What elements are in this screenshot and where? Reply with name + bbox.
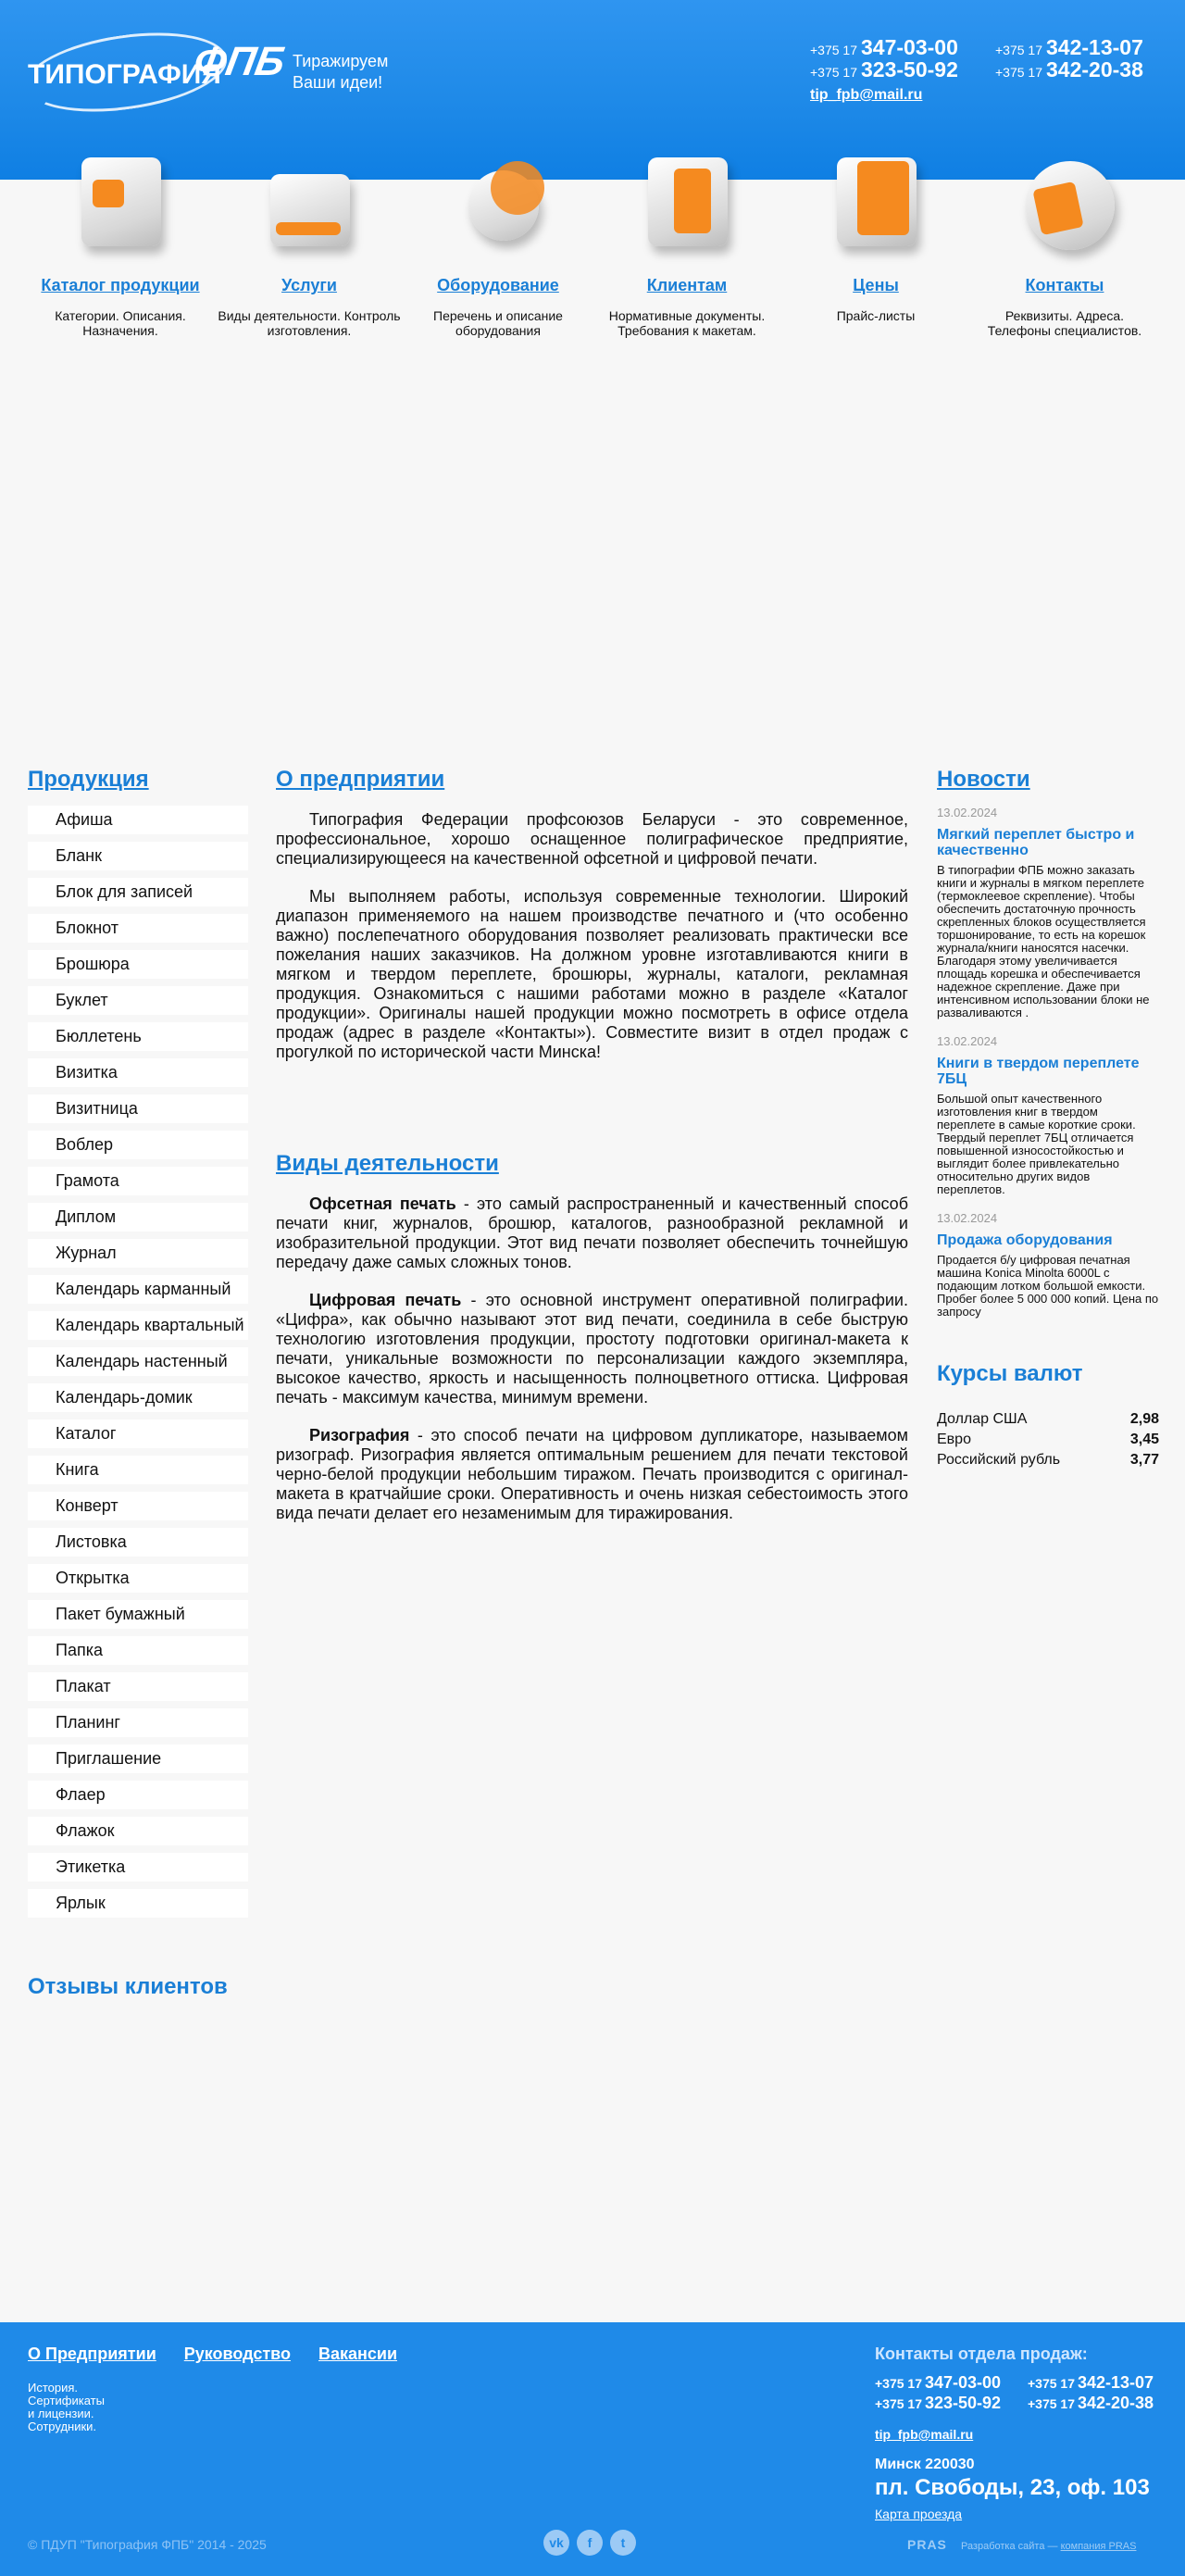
developer-credit bbox=[907, 2537, 1136, 2552]
currency-list bbox=[937, 1411, 1159, 1469]
product-item[interactable]: Блок для записей bbox=[28, 878, 248, 907]
product-item[interactable]: Календарь квартальный bbox=[28, 1311, 248, 1340]
logo-mark: ФПБ bbox=[190, 39, 289, 84]
about-paragraph: Типография Федерации профсоюзов Беларуси - это современное, профессиональное, хорошо оснащенное полиграфическое предприятие, специализирующееся на качественной офсетной и цифровой печати. bbox=[276, 810, 908, 868]
about-paragraph: Мы выполняем работы, используя современные технологии. Широкий диапазон применяемого на нашем производстве печатного и (что особенно важно) послепечатного оборудования позволяет реализовать практически все пожелания наших заказчиков. На должном уровне изготавливаются книги в мягком и твердом переплете, брошюры, журналы, каталоги, рекламная продукция. Ознакомиться с нашими работами можно в разделе «Каталог продукции». Оригиналы нашей продукции можно посмотреть в офисе отдела продаж (адрес в разделе «Контакты»). Совместите визит в отдел продаж с прогулкой по исторической части Минска! bbox=[276, 887, 908, 1061]
news-link[interactable]: Продажа оборудования bbox=[937, 1232, 1113, 1248]
currency-value: 2,98 bbox=[1129, 1411, 1159, 1427]
riso-text: - это способ печати на цифровом дупликаторе, называемом ризограф. Ризография является оптимальным решением для печати текстовой черно-белой продукции небольшим тиражом. Печать производится с оригинал-макета в кратчайшие сроки. Оперативность и очень низкая себестоимость этого вида печати делает его незаменимым для тиражирования. bbox=[276, 1426, 908, 1522]
product-item[interactable]: Афиша bbox=[28, 806, 248, 834]
telephone-icon bbox=[1009, 148, 1120, 259]
currency-name: Доллар США bbox=[937, 1411, 1028, 1427]
product-item[interactable]: Воблер bbox=[28, 1131, 248, 1159]
product-item[interactable]: Конверт bbox=[28, 1492, 248, 1520]
phone-number: 342-13-07 bbox=[1046, 35, 1143, 59]
product-item[interactable]: Буклет bbox=[28, 986, 248, 1015]
nav-item-clients[interactable] bbox=[594, 148, 780, 338]
digital-paragraph bbox=[276, 1291, 908, 1407]
footer-address: пл. Свободы, 23, оф. 103 bbox=[875, 2475, 1150, 2500]
currency-value: 3,77 bbox=[1129, 1452, 1159, 1468]
phone[interactable] bbox=[995, 35, 1143, 60]
phone-number: 342-20-38 bbox=[1078, 2394, 1154, 2412]
product-item[interactable]: Флажок bbox=[28, 1817, 248, 1845]
nav-item-prices[interactable] bbox=[783, 148, 968, 323]
news-text: В типографии ФПБ можно заказать книги и журналы в мягком переплете (термоклеевое скрепление). Чтобы обеспечить достаточную прочность скрепленных блоков осуществляется торшонирование, то есть на корешок журнала/книги наносятся насечки. Благодаря этому увеличивается площадь корешка и обеспечивается надежное скрепление. Даже при интенсивном использовании блоки не разваливаются . bbox=[937, 863, 1150, 1019]
product-item[interactable]: Папка bbox=[28, 1636, 248, 1665]
slogan bbox=[293, 51, 388, 94]
phone-code: +375 17 bbox=[810, 43, 857, 57]
footer-sublink[interactable]: Сертификаты bbox=[28, 2394, 105, 2407]
product-item[interactable]: Календарь настенный bbox=[28, 1347, 248, 1376]
facebook-icon[interactable]: f bbox=[577, 2530, 603, 2556]
footer-sublink[interactable]: Сотрудники. bbox=[28, 2420, 97, 2433]
phone-code: +375 17 bbox=[995, 65, 1042, 80]
footer-link-about[interactable]: О Предприятии bbox=[28, 2345, 156, 2363]
product-item[interactable]: Диплом bbox=[28, 1203, 248, 1232]
phone-number: 342-13-07 bbox=[1078, 2373, 1154, 2392]
product-item[interactable]: Планинг bbox=[28, 1708, 248, 1737]
phone-code: +375 17 bbox=[1028, 2396, 1075, 2411]
news-link[interactable]: Книги в твердом переплете 7БЦ bbox=[937, 1056, 1140, 1087]
product-item[interactable]: Бланк bbox=[28, 842, 248, 870]
currency-name: Российский рубль bbox=[937, 1452, 1061, 1468]
product-item[interactable]: Блокнот bbox=[28, 914, 248, 943]
phone-number: 347-03-00 bbox=[925, 2373, 1002, 2392]
product-item[interactable]: Бюллетень bbox=[28, 1022, 248, 1051]
phone[interactable] bbox=[810, 35, 958, 60]
products-list bbox=[28, 806, 248, 1918]
offset-text: - это самый распространенный и качественный способ печати книг, журналов, брошюр, каталогов, разнообразной рекламной и изобразительной продукции. Этот вид печати позволяет обеспечить точнейшую передачу даже самых сложных тонов. bbox=[276, 1194, 909, 1271]
news-text: Продается б/у цифровая печатная машина Konica Minolta 6000L с подающим лотком большой емкости. Пробег более 5 000 000 копий. Цена по запросу bbox=[937, 1253, 1159, 1319]
phone-code: +375 17 bbox=[875, 2376, 922, 2391]
product-item[interactable]: Каталог bbox=[28, 1419, 248, 1448]
map-link[interactable]: Карта проезда bbox=[875, 2507, 963, 2521]
product-item[interactable]: Грамота bbox=[28, 1167, 248, 1195]
vk-icon[interactable]: vk bbox=[543, 2530, 569, 2556]
product-item[interactable]: Открытка bbox=[28, 1564, 248, 1593]
nav-desc: Перечень и описание оборудования bbox=[433, 308, 563, 338]
products-title[interactable]: Продукция bbox=[28, 767, 149, 792]
offset-paragraph bbox=[276, 1194, 908, 1272]
reviews-title: Отзывы клиентов bbox=[28, 1974, 228, 1999]
slogan-line: Тиражируем bbox=[293, 52, 389, 70]
phone-code: +375 17 bbox=[875, 2396, 922, 2411]
phone[interactable] bbox=[875, 2373, 1001, 2393]
gear-icon bbox=[443, 148, 554, 259]
products-sidebar bbox=[28, 767, 248, 1925]
product-item[interactable]: Приглашение bbox=[28, 1744, 248, 1773]
phone[interactable] bbox=[810, 57, 958, 82]
currency-title: Курсы валют bbox=[937, 1361, 1083, 1386]
nav-desc: Нормативные документы. Требования к макетам. bbox=[608, 308, 766, 338]
digital-text: - это основной инструмент оперативной полиграфии. «Цифра», как обычно называют этот вид печати, соединила в себе быструю технологию изготовления продукции, простоту подготовки оригинал-макета к печати, уникальные возможности по персонализации каждого экземпляра, высокое качество, яркость и насыщенность полноцветного оттиска. Цифровая печать - максимум качества, минимум времени. bbox=[276, 1291, 908, 1407]
currency-value: 3,45 bbox=[1129, 1432, 1159, 1447]
footer-link-vacancies[interactable]: Вакансии bbox=[318, 2345, 398, 2363]
activities-title[interactable]: Виды деятельности bbox=[276, 1151, 499, 1176]
news-item bbox=[937, 1211, 1159, 1319]
currency-row bbox=[937, 1452, 1159, 1469]
product-item[interactable]: Журнал bbox=[28, 1239, 248, 1268]
nav-item-equipment[interactable] bbox=[405, 148, 591, 338]
main-content bbox=[276, 767, 908, 1523]
product-item[interactable]: Книга bbox=[28, 1456, 248, 1484]
footer-contacts bbox=[875, 2345, 1171, 2521]
footer-city: Минск 220030 bbox=[875, 2457, 975, 2472]
product-item[interactable]: Флаер bbox=[28, 1781, 248, 1809]
nav-item-services[interactable] bbox=[217, 148, 402, 338]
news-date: 13.02.2024 bbox=[937, 1034, 998, 1048]
main-nav bbox=[28, 148, 1157, 338]
copyright: © ПДУП "Типография ФПБ" 2014 - 2025 bbox=[28, 2537, 267, 2552]
footer-link-management[interactable]: Руководство bbox=[183, 2345, 291, 2363]
social-links bbox=[543, 2530, 636, 2556]
product-item[interactable]: Брошюра bbox=[28, 950, 248, 979]
nav-desc: Реквизиты. Адреса. Телефоны специалистов. bbox=[987, 308, 1142, 338]
developer-link[interactable]: компания PRAS bbox=[1060, 2541, 1137, 2552]
nav-label[interactable]: Контакты bbox=[1025, 276, 1104, 294]
footer-sublink[interactable]: История. bbox=[28, 2381, 79, 2395]
nav-desc: Прайс-листы bbox=[836, 308, 916, 323]
news-title[interactable]: Новости bbox=[937, 767, 1030, 792]
news-link[interactable]: Мягкий переплет быстро и качественно bbox=[937, 827, 1135, 858]
currency-row bbox=[937, 1432, 1159, 1448]
nav-label[interactable]: Каталог продукции bbox=[41, 276, 200, 294]
slogan-line: Ваши идеи! bbox=[293, 73, 383, 92]
news-date: 13.02.2024 bbox=[937, 1211, 998, 1225]
product-item[interactable]: Визитница bbox=[28, 1094, 248, 1123]
news-text: Большой опыт качественного изготовления книг в твердом переплете в самые короткие сроки. Твердый переплет 7БЦ отличается повышенной износостойкостью и выглядит более привлекательно относительно других видов переплетов. bbox=[937, 1092, 1136, 1196]
book-icon bbox=[65, 148, 176, 259]
logo-text: ТИПОГРАФИЯ bbox=[28, 59, 221, 90]
nav-label[interactable]: Цены bbox=[853, 276, 899, 294]
nav-label[interactable]: Оборудование bbox=[437, 276, 559, 294]
product-item[interactable]: Календарь карманный bbox=[28, 1275, 248, 1304]
footer-about-sublinks bbox=[28, 2382, 105, 2433]
phone[interactable] bbox=[875, 2394, 1001, 2413]
calculator-icon bbox=[820, 148, 931, 259]
currency-name: Евро bbox=[937, 1432, 971, 1447]
product-item[interactable]: Ярлык bbox=[28, 1889, 248, 1918]
phone-code: +375 17 bbox=[1028, 2376, 1075, 2391]
news-item bbox=[937, 806, 1159, 1019]
logo[interactable] bbox=[28, 35, 289, 109]
product-item[interactable]: Этикетка bbox=[28, 1853, 248, 1882]
offset-term: Офсетная печать bbox=[309, 1194, 456, 1213]
riso-term: Ризография bbox=[309, 1426, 410, 1444]
product-item[interactable]: Плакат bbox=[28, 1672, 248, 1701]
nav-desc: Категории. Описания. Назначения. bbox=[55, 308, 186, 338]
footer-contacts-title: Контакты отдела продаж: bbox=[875, 2345, 1088, 2363]
footer-phones bbox=[875, 2373, 1171, 2418]
footer-links bbox=[28, 2345, 397, 2364]
nav-label[interactable]: Услуги bbox=[281, 276, 337, 294]
product-item[interactable]: Листовка bbox=[28, 1528, 248, 1557]
right-column bbox=[937, 767, 1159, 1469]
developer-logo[interactable]: PRAS bbox=[907, 2537, 947, 2552]
product-item[interactable]: Календарь-домик bbox=[28, 1383, 248, 1412]
phone[interactable] bbox=[1028, 2373, 1154, 2393]
phone-code: +375 17 bbox=[995, 43, 1042, 57]
twitter-icon[interactable]: t bbox=[610, 2530, 636, 2556]
phone[interactable] bbox=[1028, 2394, 1154, 2413]
nav-item-contacts[interactable] bbox=[972, 148, 1157, 338]
phone-code: +375 17 bbox=[810, 65, 857, 80]
nav-desc: Виды деятельности. Контроль изготовления. bbox=[218, 308, 401, 338]
news-date: 13.02.2024 bbox=[937, 806, 998, 819]
product-item[interactable]: Визитка bbox=[28, 1058, 248, 1087]
about-title[interactable]: О предприятии bbox=[276, 767, 445, 792]
digital-term: Цифровая печать bbox=[309, 1291, 462, 1309]
nav-label[interactable]: Клиентам bbox=[646, 276, 728, 294]
developer-text: Разработка сайта — bbox=[960, 2541, 1058, 2552]
product-item[interactable]: Пакет бумажный bbox=[28, 1600, 248, 1629]
nav-item-catalog[interactable] bbox=[28, 148, 213, 338]
printer-icon bbox=[254, 148, 365, 259]
phone-number: 323-50-92 bbox=[925, 2394, 1002, 2412]
riso-paragraph bbox=[276, 1426, 908, 1523]
phone-number: 347-03-00 bbox=[861, 35, 958, 59]
phone[interactable] bbox=[995, 57, 1143, 82]
footer-email-link[interactable]: tip_fpb@mail.ru bbox=[875, 2427, 974, 2442]
phone-number: 342-20-38 bbox=[1046, 57, 1143, 81]
footer-sublink[interactable]: и лицензии. bbox=[28, 2407, 94, 2420]
phone-number: 323-50-92 bbox=[861, 57, 958, 81]
header-email-link[interactable]: tip_fpb@mail.ru bbox=[810, 87, 923, 103]
news-item bbox=[937, 1034, 1159, 1196]
footer bbox=[0, 2322, 1185, 2576]
folder-icon bbox=[631, 148, 742, 259]
currency-row bbox=[937, 1411, 1159, 1428]
